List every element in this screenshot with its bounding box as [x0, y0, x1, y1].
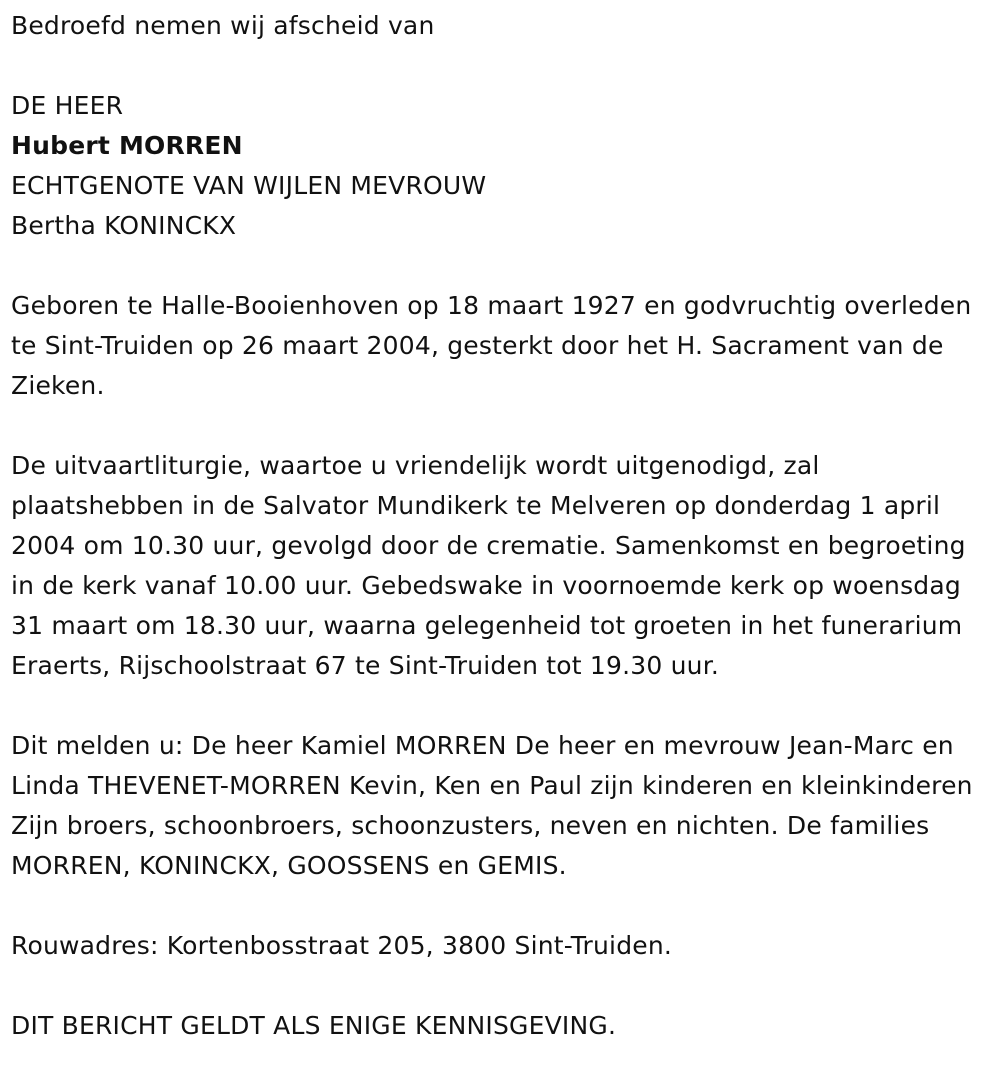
intro-line: Bedroefd nemen wij afscheid van	[11, 11, 435, 40]
notice-line: DIT BERICHT GELDT ALS ENIGE KENNISGEVING.	[11, 1011, 617, 1040]
family-paragraph: Dit melden u: De heer Kamiel MORREN De heer en mevrouw Jean-Marc en Linda THEVENET-MORREN Kevin, Ken en Paul zijn kinderen en kleinkinderen Zijn broers, schoonbroers, schoonzusters, neven en nichten. De families MORREN, KONINCKX, GOOSSENS en GEMIS.	[11, 731, 973, 880]
spacer	[11, 886, 990, 926]
spouse-line: ECHTGENOTE VAN WIJLEN MEVROUW	[11, 171, 487, 200]
spacer	[11, 406, 990, 446]
deceased-name: Hubert MORREN	[11, 131, 243, 160]
spacer	[11, 686, 990, 726]
spacer	[11, 966, 990, 1006]
spacer	[11, 246, 990, 286]
address-line: Rouwadres: Kortenbosstraat 205, 3800 Sint-Truiden.	[11, 931, 673, 960]
birth-death-paragraph: Geboren te Halle-Booienhoven op 18 maart 1927 en godvruchtig overleden te Sint-Truiden op 26 maart 2004, gesterkt door het H. Sacrament van de Zieken.	[11, 291, 972, 400]
title-line: DE HEER	[11, 91, 124, 120]
spacer	[11, 46, 990, 86]
spouse-name: Bertha KONINCKX	[11, 211, 237, 240]
funeral-paragraph: De uitvaartliturgie, waartoe u vriendelijk wordt uitgenodigd, zal plaatshebben in de Salvator Mundikerk te Melveren op donderdag 1 april 2004 om 10.30 uur, gevolgd door de crematie. Samenkomst en begroeting in de kerk vanaf 10.00 uur. Gebedswake in voornoemde kerk op woensdag 31 maart om 18.30 uur, waarna gelegenheid tot groeten in het funerarium Eraerts, Rijschoolstraat 67 te Sint-Truiden tot 19.30 uur.	[11, 451, 966, 680]
